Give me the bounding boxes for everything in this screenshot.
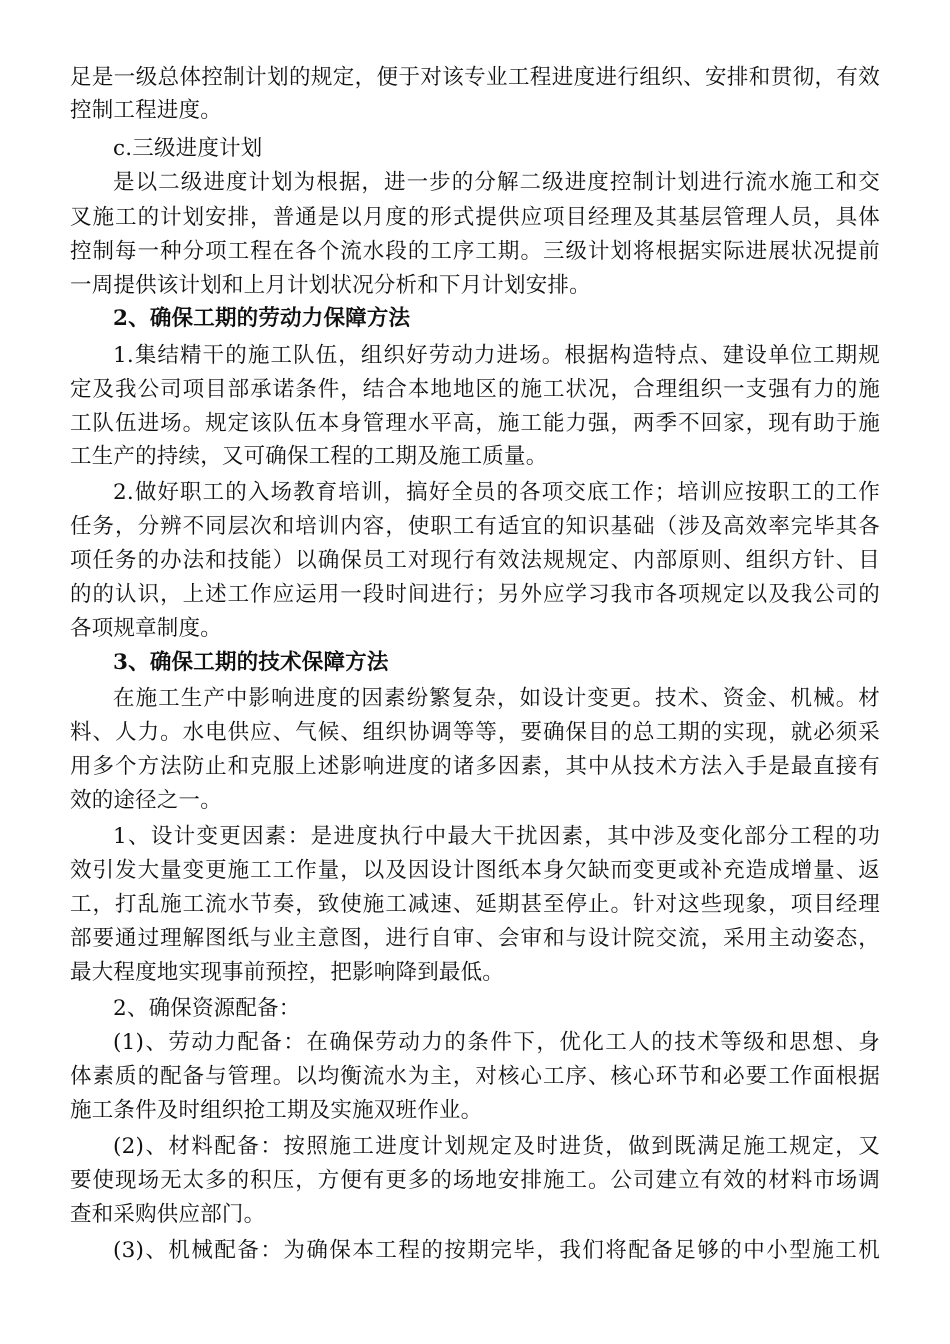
text-line: 效引发大量变更施工工作量，以及因设计图纸本身欠缺而变更或补充造成增量、返 xyxy=(70,858,880,883)
text-line: 叉施工的计划安排，普通是以月度的形式提供应项目经理及其基层管理人员，具体 xyxy=(70,205,880,230)
text-line: 控制每一种分项工程在各个流水段的工序工期。三级计划将根据实际进展状况提前 xyxy=(70,239,880,264)
text-line: 工生产的持续，又可确保工程的工期及施工质量。 xyxy=(70,444,548,469)
text-line: (1)、劳动力配备：在确保劳动力的条件下，优化工人的技术等级和思想、身 xyxy=(113,1030,880,1055)
text-line: 要使现场无太多的积压，方便有更多的场地安排施工。公司建立有效的材料市场调 xyxy=(70,1168,880,1193)
text-line: 各项规章制度。 xyxy=(70,616,222,641)
text-line: c.三级进度计划 xyxy=(113,136,263,161)
text-line: 定及我公司项目部承诺条件，结合本地地区的施工状况，合理组织一支强有力的施 xyxy=(70,377,880,402)
text-line: 用多个方法防止和克服上述影响进度的诸多因素，其中从技术方法入手是最直接有 xyxy=(70,754,880,779)
text-line: 项任务的办法和技能）以确保员工对现行有效法规规定、内部原则、组织方针、目 xyxy=(70,548,880,573)
text-line: 控制工程进度。 xyxy=(70,98,222,123)
text-line: 1、设计变更因素：是进度执行中最大干扰因素，其中涉及变化部分工程的功 xyxy=(113,824,880,849)
text-line: (2)、材料配备：按照施工进度计划规定及时进货，做到既满足施工规定，又 xyxy=(113,1134,880,1159)
text-line: 2、确保资源配备： xyxy=(113,996,301,1021)
text-line: 工，打乱施工流水节奏，致使施工减速、延期甚至停止。针对这些现象，项目经理 xyxy=(70,892,880,917)
text-line: 在施工生产中影响进度的因素纷繁复杂，如设计变更。技术、资金、机械。材 xyxy=(113,686,880,711)
text-line: 工队伍进场。规定该队伍本身管理水平高，施工能力强，两季不回家，现有助于施 xyxy=(70,411,880,436)
text-line: 最大程度地实现事前预控，把影响降到最低。 xyxy=(70,960,505,985)
text-line: 料、人力。水电供应、气候、组织协调等等，要确保目的总工期的实现，就必须采 xyxy=(70,720,880,745)
text-line: 任务，分辨不同层次和培训内容，使职工有适宜的知识基础（涉及高效率完毕其各 xyxy=(70,514,880,539)
text-line: 体素质的配备与管理。以均衡流水为主，对核心工序、核心环节和必要工作面根据 xyxy=(70,1064,880,1089)
text-line: 1.集结精干的施工队伍，组织好劳动力进场。根据构造特点、建设单位工期规 xyxy=(113,343,880,368)
text-line: 查和采购供应部门。 xyxy=(70,1202,266,1227)
text-line: (3)、机械配备：为确保本工程的按期完毕，我们将配备足够的中小型施工机 xyxy=(113,1238,880,1263)
section-heading-technical: 3、确保工期的技术保障方法 xyxy=(113,650,389,675)
text-line: 一周提供该计划和上月计划状况分析和下月计划安排。 xyxy=(70,273,591,298)
text-line: 的的认识，上述工作应运用一段时间进行；另外应学习我市各项规定以及我公司的 xyxy=(70,582,880,607)
text-line: 部要通过理解图纸与业主意图，进行自审、会审和与设计院交流，采用主动姿态， xyxy=(70,926,880,951)
text-line: 是以二级进度计划为根据，进一步的分解二级进度控制计划进行流水施工和交 xyxy=(113,170,880,195)
text-line: 足是一级总体控制计划的规定，便于对该专业工程进度进行组织、安排和贯彻，有效 xyxy=(70,65,880,90)
text-line: 施工条件及时组织抢工期及实施双班作业。 xyxy=(70,1098,483,1123)
text-line: 2.做好职工的入场教育培训，搞好全员的各项交底工作；培训应按职工的工作 xyxy=(113,480,880,505)
section-heading-labor: 2、确保工期的劳动力保障方法 xyxy=(113,306,411,331)
text-line: 效的途径之一。 xyxy=(70,788,222,813)
